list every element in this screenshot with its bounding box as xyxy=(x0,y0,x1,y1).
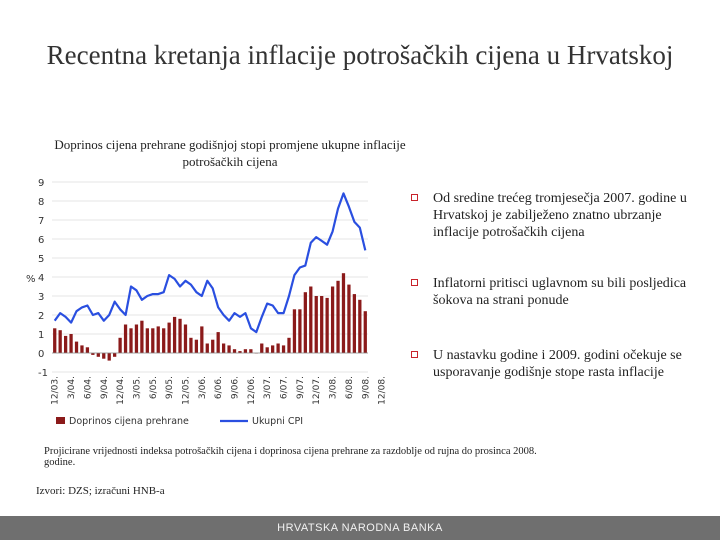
x-tick-label: 9/08. xyxy=(361,376,372,400)
food-contribution-bar xyxy=(336,281,339,353)
food-contribution-bar xyxy=(178,319,181,353)
y-tick-label: 7 xyxy=(38,216,45,227)
y-axis xyxy=(38,178,48,379)
x-axis xyxy=(51,376,388,405)
x-tick-label: 9/04. xyxy=(99,376,110,400)
y-tick-label: 6 xyxy=(38,235,45,246)
y-tick-label: 3 xyxy=(38,292,45,303)
food-contribution-bar xyxy=(227,345,230,353)
inflation-chart xyxy=(0,170,388,432)
food-contribution-bar xyxy=(271,345,274,353)
y-tick-label: 4 xyxy=(38,273,45,284)
food-contribution-bar xyxy=(244,349,247,353)
y-tick-label: -1 xyxy=(38,368,48,379)
square-bullet-icon xyxy=(411,351,418,358)
food-contribution-bar xyxy=(331,287,334,354)
x-tick-label: 12/03. xyxy=(50,376,61,405)
x-tick-label: 12/04. xyxy=(116,376,127,405)
food-contribution-bar xyxy=(211,340,214,353)
food-contribution-bar xyxy=(266,347,269,353)
chart-title: Doprinos cijena prehrane godišnjoj stopi promjene ukupne inflacije potrošačkih cijena xyxy=(54,137,406,169)
food-contribution-bar xyxy=(282,345,285,353)
y-tick-label: 9 xyxy=(38,178,45,189)
food-contribution-bar xyxy=(64,336,67,353)
food-contribution-bar xyxy=(118,338,121,353)
food-contribution-bar xyxy=(97,353,100,357)
food-contribution-bar xyxy=(124,325,127,354)
bullet-list xyxy=(405,190,705,381)
projection-note: Projicirane vrijednosti indeksa potrošačkih cijena i doprinosa cijena prehrane za razdoblje od rujna do prosinca 2008. godine. xyxy=(44,446,537,468)
y-tick-label: 2 xyxy=(38,311,45,322)
food-contribution-bar xyxy=(135,325,138,354)
food-contribution-bar xyxy=(200,326,203,353)
y-tick-label: 5 xyxy=(38,254,45,265)
food-contribution-bar xyxy=(53,328,56,353)
x-tick-label: 3/04. xyxy=(67,376,78,400)
food-contribution-bar xyxy=(320,296,323,353)
food-contribution-bar xyxy=(206,344,209,354)
food-contribution-bar xyxy=(249,349,252,353)
food-contribution-bar xyxy=(140,321,143,353)
x-tick-label: 6/05. xyxy=(148,376,159,400)
food-contribution-bar xyxy=(309,287,312,354)
legend xyxy=(56,416,303,427)
food-contribution-bar xyxy=(151,328,154,353)
food-contribution-bar xyxy=(326,298,329,353)
x-tick-label: 12/08. xyxy=(377,376,388,405)
food-contribution-bar xyxy=(113,353,116,357)
slide-title: Recentna kretanja inflacije potrošačkih cijena u Hrvatskoj xyxy=(46,40,674,70)
food-contribution-bar xyxy=(75,342,78,353)
food-contribution-bar xyxy=(358,300,361,353)
food-contribution-bar xyxy=(222,344,225,354)
bullet-item xyxy=(405,275,705,309)
food-contribution-bar xyxy=(102,353,105,359)
food-contribution-bar xyxy=(304,292,307,353)
food-contribution-bar xyxy=(260,344,263,354)
cpi-line xyxy=(55,193,366,332)
bullet-text: U nastavku godine i 2009. godini očekuje se usporavanje godišnje stope rasta inflacije xyxy=(433,348,682,380)
source-note: Izvori: DZS; izračuni HNB-a xyxy=(36,485,165,497)
cpi-series-line xyxy=(55,193,366,332)
food-contribution-bar xyxy=(108,353,111,361)
x-tick-label: 6/04. xyxy=(83,376,94,400)
x-tick-label: 6/06. xyxy=(214,376,225,400)
food-contribution-bar xyxy=(353,294,356,353)
legend-label-food: Doprinos cijena prehrane xyxy=(69,416,189,427)
x-tick-label: 3/07. xyxy=(263,376,274,400)
square-bullet-icon xyxy=(411,194,418,201)
food-contribution-bar xyxy=(217,332,220,353)
x-tick-label: 12/06. xyxy=(246,376,257,405)
food-contribution-bar xyxy=(189,338,192,353)
footer-bar: HRVATSKA NARODNA BANKA xyxy=(0,516,720,540)
x-tick-label: 6/08. xyxy=(344,376,355,400)
y-axis-label: % xyxy=(26,274,36,285)
bullet-item xyxy=(405,190,705,241)
x-tick-label: 6/07. xyxy=(279,376,290,400)
food-contribution-bar xyxy=(364,311,367,353)
food-contribution-bar xyxy=(195,340,198,353)
food-contribution-bar xyxy=(315,296,318,353)
y-tick-label: 1 xyxy=(38,330,45,341)
food-contribution-bar xyxy=(86,347,89,353)
x-tick-label: 3/08. xyxy=(328,376,339,400)
food-contribution-bar xyxy=(69,334,72,353)
legend-swatch-food xyxy=(56,417,65,424)
bullet-text: Inflatorni pritisci uglavnom su bili posljedica šokova na strani ponude xyxy=(433,276,687,308)
x-tick-label: 9/06. xyxy=(230,376,241,400)
x-tick-label: 9/07. xyxy=(295,376,306,400)
food-contribution-bar xyxy=(59,330,62,353)
food-contribution-bar xyxy=(184,325,187,354)
food-contribution-bar xyxy=(347,285,350,353)
food-contribution-bar xyxy=(157,326,160,353)
food-contribution-bar xyxy=(233,349,236,353)
square-bullet-icon xyxy=(411,279,418,286)
legend-label-cpi: Ukupni CPI xyxy=(252,416,304,427)
food-contribution-bar xyxy=(129,328,132,353)
x-tick-label: 3/05. xyxy=(132,376,143,400)
food-contribution-bar xyxy=(276,344,279,354)
x-tick-label: 9/05. xyxy=(165,376,176,400)
food-contribution-bar xyxy=(293,309,296,353)
bullet-text: Od sredine trećeg tromjesečja 2007. godine u Hrvatskoj je zabilježeno znatno ubrzanje inflacije potrošačkih cijena xyxy=(433,191,687,240)
food-contribution-bar xyxy=(173,317,176,353)
food-contribution-bar xyxy=(298,309,301,353)
y-tick-label: 0 xyxy=(38,349,45,360)
food-contribution-bar xyxy=(146,328,149,353)
food-contribution-bar xyxy=(80,345,83,353)
food-contribution-bar xyxy=(168,323,171,353)
bullet-item xyxy=(405,347,705,381)
y-tick-label: 8 xyxy=(38,197,45,208)
x-tick-label: 12/07. xyxy=(312,376,323,405)
food-contribution-bar xyxy=(162,328,165,353)
food-contribution-bar xyxy=(342,273,345,353)
x-tick-label: 12/05. xyxy=(181,376,192,405)
x-tick-label: 3/06. xyxy=(197,376,208,400)
food-contribution-bar xyxy=(287,338,290,353)
